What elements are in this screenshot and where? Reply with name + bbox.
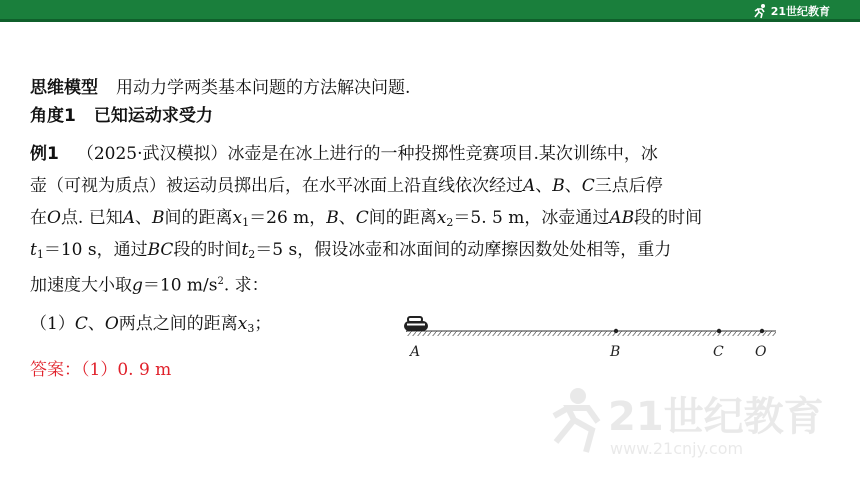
section-text: 用动力学两类基本问题的方法解决问题. (116, 78, 411, 98)
section-label: 思维模型 (30, 78, 98, 98)
example-line-2: 壶（可视为质点）被运动员掷出后，在水平冰面上沿直线依次经过A、B、C三点后停 (30, 176, 663, 196)
example-line-3: 在O点. 已知A、B间的距离$x_1=26$ m，B、C间的距离$x_2=5$. 5 m，冰壶通过AB段的时间 (30, 208, 703, 229)
curling-stone-icon (404, 317, 428, 331)
svg-text:21世纪教育: 21世纪教育 (608, 394, 824, 440)
angle-label: 角度1 (30, 106, 76, 126)
point-b-dot (614, 329, 618, 333)
top-banner (0, 0, 860, 22)
banner-stripe (0, 19, 860, 22)
point-c-dot (717, 329, 721, 333)
logo-text: 21世纪教育 (770, 5, 830, 18)
angle-line (30, 104, 213, 128)
point-o-dot (760, 329, 764, 333)
example-line-5: 加速度大小取g＝10 $m/s^2$. 求： (30, 275, 269, 296)
brand-logo (752, 2, 830, 20)
question-1: （1）C、O两点之间的距离$x_3$； (30, 314, 272, 335)
section-line (30, 76, 410, 100)
watermark-logo (548, 382, 838, 462)
label-o: O (755, 344, 767, 360)
example-line-1: 例1 （2025·武汉模拟）冰壶是在冰上进行的一种投掷性竞赛项目.某次训练中，冰 (30, 144, 658, 164)
answer-label: 答案： (30, 360, 81, 380)
example-label: 例1 (30, 144, 59, 164)
svg-text:www.21cnjy.com: www.21cnjy.com (610, 439, 744, 458)
label-b: B (610, 344, 621, 360)
example-line-4: $t_1=10$ s，通过BC段的时间$t_2=5$ s，假设冰壶和冰面间的动摩擦因数处处相等，重力 (30, 240, 672, 261)
angle-title: 已知运动求受力 (93, 106, 213, 126)
answer-line (30, 358, 171, 382)
answer-value: （1）0. 9 m (81, 360, 172, 380)
curling-diagram (396, 308, 786, 368)
label-c: C (713, 344, 724, 360)
runner-icon (752, 3, 768, 19)
label-a: A (410, 344, 421, 360)
